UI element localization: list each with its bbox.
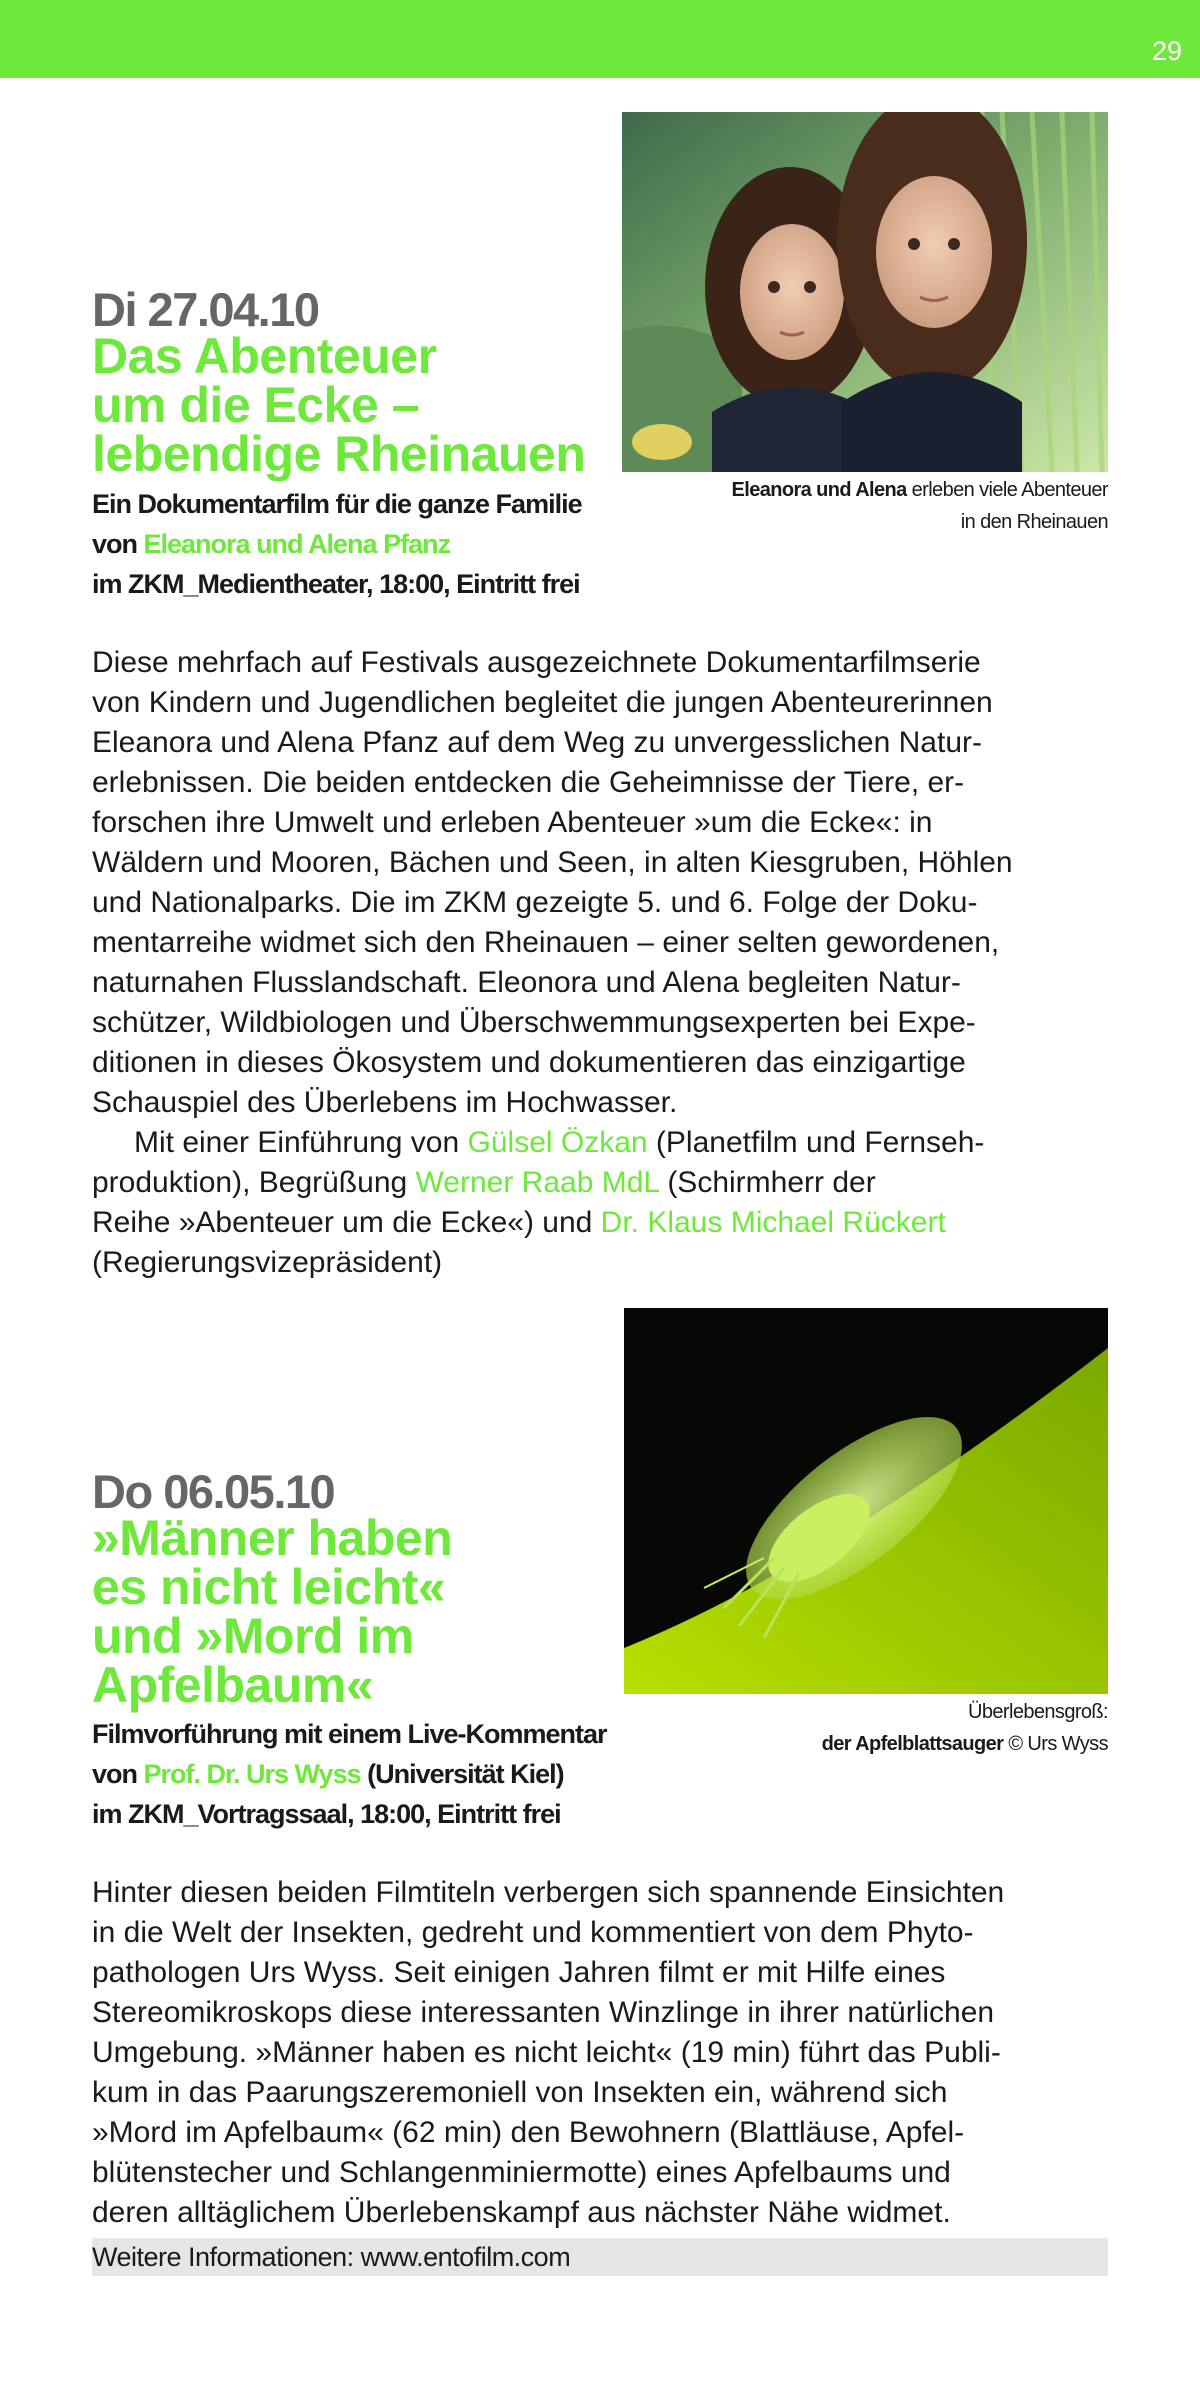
body-line: mentarreihe widmet sich den Rheinauen – einer selten gewordenen, [92, 926, 1000, 959]
page-header-bar [0, 0, 1200, 78]
caption-bold-text: der Apfelblattsauger [821, 1733, 1004, 1755]
director-name: Prof. Dr. Urs Wyss [143, 1759, 361, 1789]
event-2-description [92, 1873, 1004, 2233]
page-number: 29 [1151, 36, 1182, 66]
intro-line [92, 1163, 1013, 1203]
intro-text: produktion), Begrüßung [92, 1166, 416, 1199]
by-prefix: von [92, 529, 144, 559]
caption-bold-text: Eleanora und Alena [731, 479, 907, 501]
body-line: Umgebung. »Männer haben es nicht leicht« (19 min) führt das Publi- [92, 2036, 1001, 2069]
event-2-photo [624, 1308, 1108, 1694]
director-name: Eleanora und Alena Pfanz [143, 529, 451, 559]
title-line: »Männer haben [92, 1510, 453, 1566]
intro-text: Mit einer Einführung von [134, 1126, 468, 1159]
caption-text: erleben viele Abenteuer [906, 479, 1108, 501]
event-location: im ZKM_Vortragssaal, 18:00, Eintritt frei [92, 1799, 561, 1829]
body-line: und Nationalparks. Die im ZKM gezeigte 5. und 6. Folge der Doku- [92, 886, 978, 919]
speaker-name: Dr. Klaus Michael Rückert [600, 1206, 946, 1239]
caption-text-line2: in den Rheinauen [960, 511, 1108, 533]
event-1-title [92, 328, 586, 482]
intro-line [92, 1123, 1013, 1163]
event-1-image-caption [732, 474, 1109, 538]
caption-text: © Urs Wyss [1003, 1733, 1108, 1755]
speaker-name: Gülsel Özkan [467, 1126, 648, 1159]
more-info-link[interactable]: Weitere Informationen: www.entofilm.com [92, 2242, 571, 2272]
by-suffix: (Universität Kiel) [360, 1759, 564, 1789]
caption-text-line1: Überlebensgroß: [968, 1701, 1108, 1723]
body-line: deren alltäglichem Überlebenskampf aus nächster Nähe widmet. [92, 2196, 951, 2229]
girls-photo-image [622, 112, 1108, 472]
event-subtitle: Filmvorführung mit einem Live-Kommentar [92, 1719, 607, 1749]
event-1-date: Di 27.04.10 [92, 283, 319, 336]
body-line: Stereomikroskops diese interessanten Winzlinge in ihrer natürlichen [92, 1996, 995, 2029]
title-line: lebendige Rheinauen [92, 426, 586, 482]
body-line: Wäldern und Mooren, Bächen und Seen, in alten Kiesgruben, Höhlen [92, 846, 1013, 879]
title-line: um die Ecke – [92, 377, 419, 433]
speaker-name: Werner Raab MdL [415, 1166, 659, 1199]
by-prefix: von [92, 1759, 144, 1789]
body-line: blütenstecher und Schlangenminiermotte) eines Apfelbaums und [92, 2156, 951, 2189]
intro-text: (Schirmherr der [658, 1166, 876, 1199]
intro-line [92, 1203, 1013, 1243]
body-line: von Kindern und Jugendlichen begleitet die jungen Abenteurerinnen [92, 686, 993, 719]
intro-line: (Regierungsvizepräsident) [92, 1246, 443, 1279]
title-line: es nicht leicht« [92, 1559, 446, 1615]
body-line: schützer, Wildbiologen und Überschwemmungsexperten bei Expe- [92, 1006, 976, 1039]
body-line: in die Welt der Insekten, gedreht und kommentiert von dem Phyto- [92, 1916, 974, 1949]
body-line: pathologen Urs Wyss. Seit einigen Jahren filmt er mit Hilfe eines [92, 1956, 946, 1989]
intro-text: (Planetfilm und Fernseh- [647, 1126, 985, 1159]
event-location: im ZKM_Medientheater, 18:00, Eintritt frei [92, 569, 580, 599]
body-line: forschen ihre Umwelt und erleben Abenteuer »um die Ecke«: in [92, 806, 933, 839]
title-line: Apfelbaum« [92, 1657, 374, 1713]
event-1-photo [622, 112, 1108, 472]
body-line: Hinter diesen beiden Filmtiteln verbergen sich spannende Einsichten [92, 1876, 1005, 1909]
body-line: kum in das Paarungszeremoniell von Insekten ein, während sich [92, 2076, 948, 2109]
body-line: erlebnissen. Die beiden entdecken die Geheimnisse der Tiere, er- [92, 766, 965, 799]
more-info-bar [92, 2238, 1108, 2276]
title-line: Das Abenteuer [92, 328, 437, 384]
intro-text: Reihe »Abenteuer um die Ecke«) und [92, 1206, 601, 1239]
body-line: Eleanora und Alena Pfanz auf dem Weg zu unvergesslichen Natur- [92, 726, 982, 759]
body-line: Diese mehrfach auf Festivals ausgezeichnete Dokumentarfilmserie [92, 646, 981, 679]
insect-photo-image [624, 1308, 1108, 1694]
body-line: naturnahen Flusslandschaft. Eleonora und Alena begleiten Natur- [92, 966, 961, 999]
event-2-meta [92, 1714, 607, 1834]
title-line: und »Mord im [92, 1608, 414, 1664]
body-line: Schauspiel des Überlebens im Hochwasser. [92, 1086, 678, 1119]
event-1-description [92, 643, 1013, 1283]
event-subtitle: Ein Dokumentarfilm für die ganze Familie [92, 489, 582, 519]
body-line: »Mord im Apfelbaum« (62 min) den Bewohnern (Blattläuse, Apfel- [92, 2116, 965, 2149]
event-2-date: Do 06.05.10 [92, 1465, 335, 1518]
event-2-title [92, 1510, 453, 1713]
body-line: ditionen in dieses Ökosystem und dokumentieren das einzigartige [92, 1046, 966, 1079]
event-2-image-caption [822, 1696, 1108, 1760]
event-1-meta [92, 484, 582, 604]
